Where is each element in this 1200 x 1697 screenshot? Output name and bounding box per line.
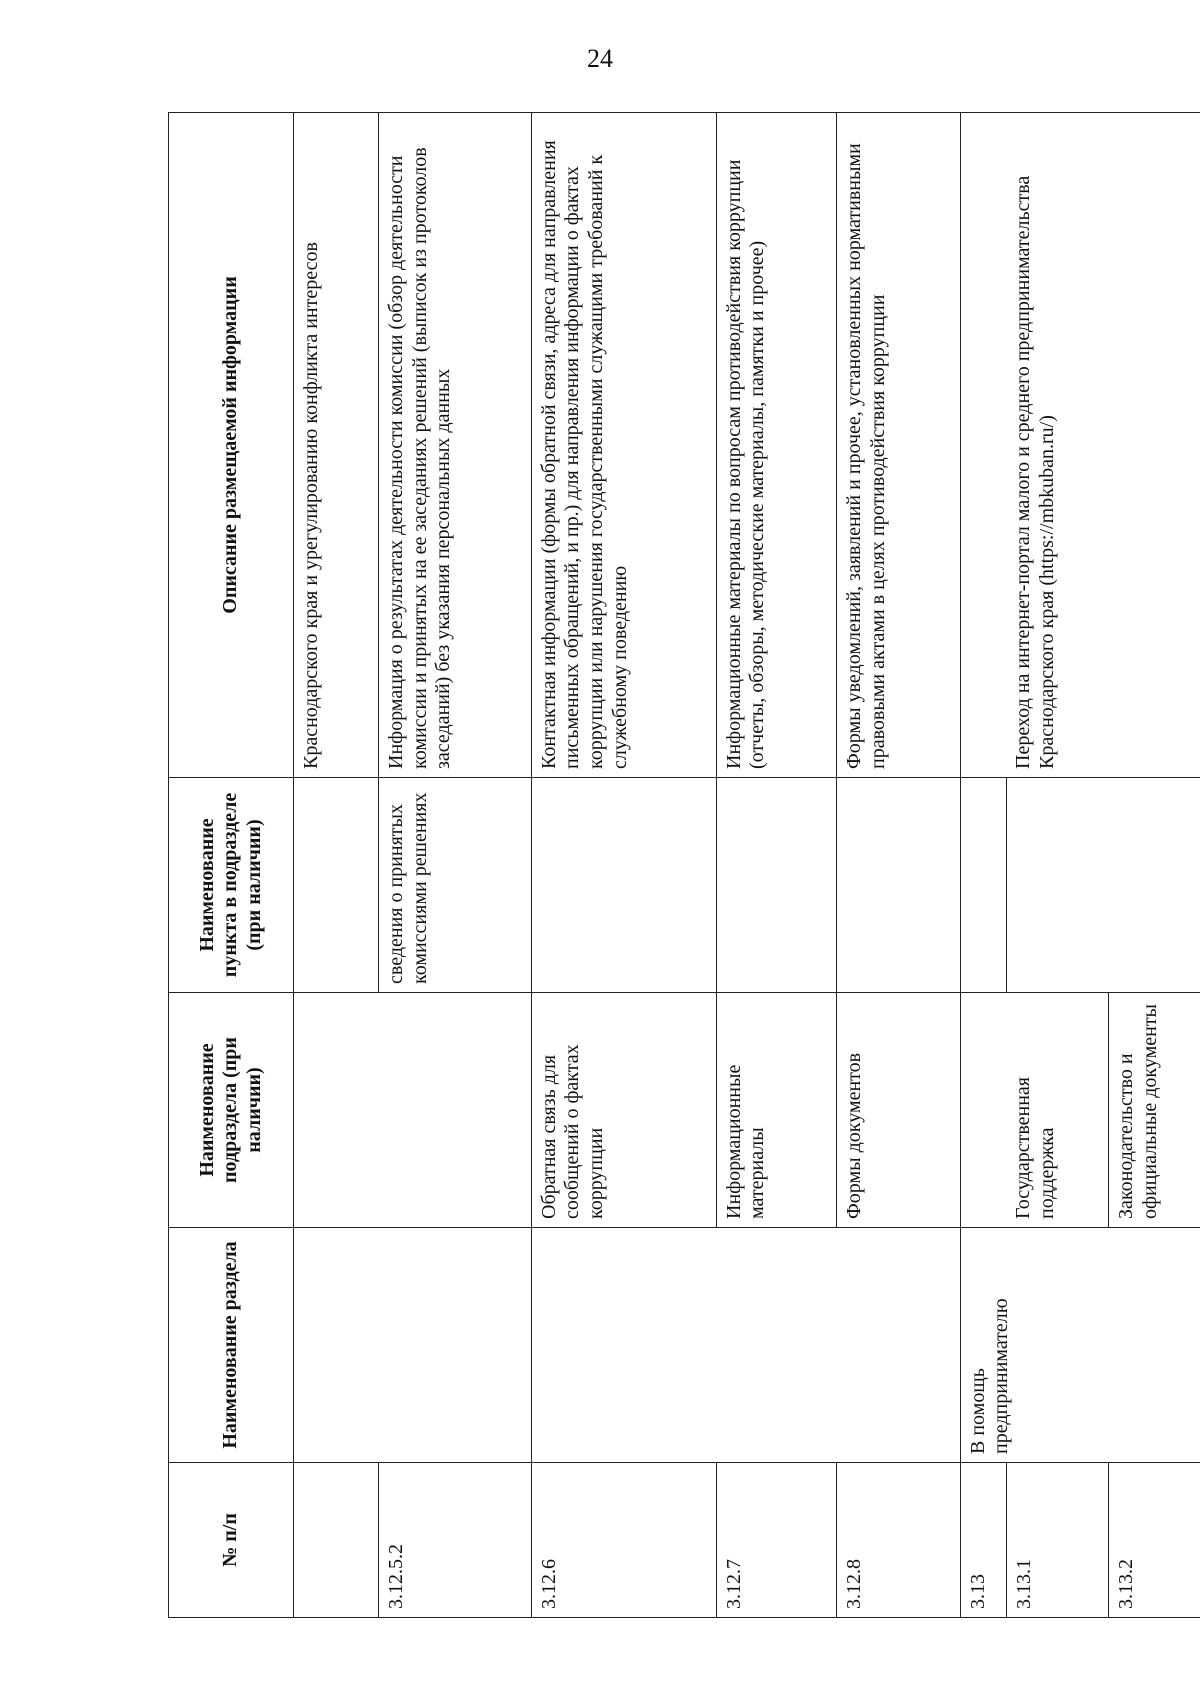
cell-item [716,778,836,993]
header-description: Описание размещаемой информации [169,113,294,778]
table-row [531,113,716,1618]
information-table [168,112,1200,1618]
cell-section: В помощь предпринимателю [960,1228,1200,1463]
cell-num: 3.12.8 [836,1463,960,1618]
cell-section [531,1228,960,1463]
cell-subsection: Законодательство и официальные документы [1109,993,1200,1228]
cell-num: 3.13.1 [1006,1463,1109,1618]
cell-num: 3.12.7 [716,1463,836,1618]
cell-num: 3.12.6 [531,1463,716,1618]
cell-item [294,778,379,993]
cell-description: Информационные материалы по вопросам противодействия коррупции (отчеты, обзоры, методические материалы, памятки и прочее) [716,113,836,778]
table-row [960,113,1006,1618]
cell-subsection: Информационные материалы [716,993,836,1228]
cell-description: Контактная информации (формы обратной связи, адреса для направления письменных обращений, и пр.) для направления информации о фактах коррупции или нарушения государственными служащими требований к служебному поведению [531,113,716,778]
cell-item [836,778,960,993]
table-header-row [169,113,294,1618]
cell-description: Переход на интернет-портал малого и среднего предпринимательства Краснодарского края (https://mbkuban.ru/) [1006,113,1200,778]
cell-section [294,1228,532,1463]
header-subsection: Наименование подраздела (при наличии) [169,993,294,1228]
cell-num [294,1463,379,1618]
cell-description: Формы уведомлений, заявлений и прочее, установленных нормативными правовыми актами в целях противодействия коррупции [836,113,960,778]
page-number: 24 [587,44,613,73]
cell-item [531,778,716,993]
cell-num: 3.13 [960,1463,1006,1618]
cell-num: 3.13.2 [1109,1463,1200,1618]
table-row [294,113,379,1618]
header-section: Наименование раздела [169,1228,294,1463]
cell-subsection: Обратная связь для сообщений о фактах коррупции [531,993,716,1228]
cell-description: Информация о результатах деятельности комиссии (обзор деятельности комиссии и принятых на ее заседаниях решений (выписок из протоколов заседаний) без указания персональных данных [379,113,532,778]
cell-subsection: Государственная поддержка [1006,993,1109,1228]
cell-subsection: Формы документов [836,993,960,1228]
cell-item: сведения о принятых комиссиями решениях [379,778,532,993]
rotated-table-container [168,113,1200,1618]
cell-blank [960,993,1006,1228]
cell-num: 3.12.5.2 [379,1463,532,1618]
cell-description: Краснодарского края и урегулированию конфликта интересов [294,113,379,778]
cell-subsection [294,993,532,1228]
header-num: № п/п [169,1463,294,1618]
cell-item [1006,778,1200,993]
cell-blank [960,778,1006,993]
cell-blank [960,113,1006,778]
header-item: Наименование пункта в подразделе (при наличии) [169,778,294,993]
